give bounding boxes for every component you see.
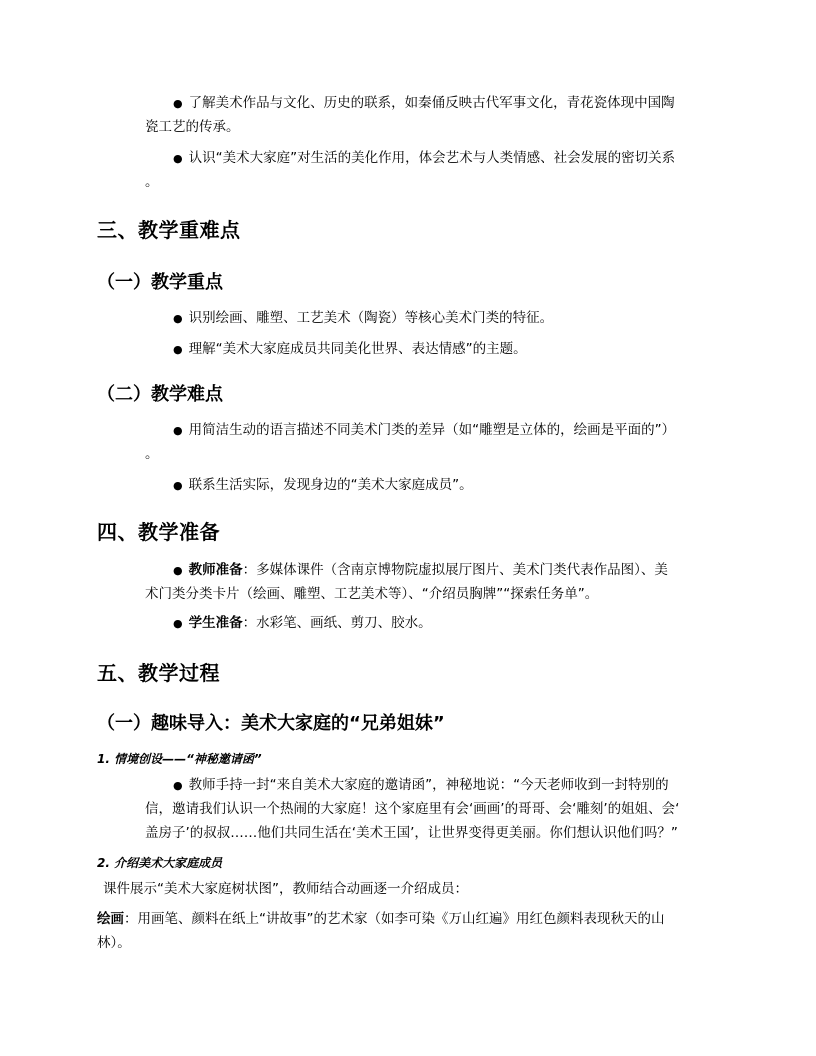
list-item: ● 认识“美术大家庭”对生活的美化作用，体会艺术与人类情感、社会发展的密切关系 [173,150,676,166]
teacher-prep-label: 教师准备 [188,562,243,578]
subsection-heading: （一）教学重点 [97,272,223,293]
list-item: ● 识别绘画、雕塑、工艺美术（陶瓷）等核心美术门类的特征。 [173,310,554,326]
list-item: ● 用简洁生动的语言描述不同美术门类的差异（如“雕塑是立体的，绘画是平面的”） [173,422,676,438]
list-item-continuation: 。 [145,446,159,462]
list-item: ● 理解“美术大家庭成员共同美化世界、表达情感”的主题。 [173,341,527,357]
step-heading: 2. 介绍美术大家庭成员 [97,856,223,870]
bullet-icon: ● [173,564,183,577]
list-item: ● 学生准备：水彩笔、画纸、剪刀、胶水。 [173,615,432,631]
bullet-icon: ● [173,617,183,630]
bullet-icon: ● [173,479,183,492]
student-prep-label: 学生准备 [188,615,243,631]
bullet-icon: ● [173,312,183,325]
list-item: ● 教师准备：多媒体课件（含南京博物院虚拟展厅图片、美术门类代表作品图）、美 [173,562,668,578]
list-item: ● 联系生活实际，发现身边的“美术大家庭成员”。 [173,477,473,493]
list-item-continuation: 瓷工艺的传承。 [145,119,240,135]
list-item: ● 了解美术作品与文化、历史的联系，如秦俑反映古代军事文化，青花瓷体现中国陶 [173,95,675,111]
painting-label: 绘画 [97,911,124,927]
subsection-heading: （一）趣味导入：美术大家庭的“兄弟姐妹” [97,713,445,734]
list-item-continuation: 术门类分类卡片（绘画、雕塑、工艺美术等）、“介绍员胸牌”“探索任务单”。 [145,586,599,602]
bullet-icon: ● [173,779,183,792]
section-heading: 四、教学准备 [97,520,220,544]
bullet-icon: ● [173,343,183,356]
step-heading: 1. 情境创设——“神秘邀请函” [97,752,262,766]
list-item: ● 教师手持一封“来自美术大家庭的邀请函”，神秘地说：“今天老师收到一封特别的 [173,777,669,793]
list-item-continuation: 盖房子’的叔叔……他们共同生活在‘美术王国’，让世界变得更美丽。你们想认识他们吗？” [145,825,678,841]
paragraph-continuation: 林）。 [97,935,131,951]
list-item-continuation: 。 [145,174,159,190]
paragraph: 绘画：用画笔、颜料在纸上“讲故事”的艺术家（如李可染《万山红遍》用红色颜料表现秋天的山 [97,911,665,927]
bullet-icon: ● [173,97,183,110]
bullet-icon: ● [173,152,183,165]
paragraph: 课件展示“美术大家庭树状图”，教师结合动画逐一介绍成员： [103,881,468,897]
section-heading: 五、教学过程 [97,661,220,685]
list-item-continuation: 信，邀请我们认识一个热闹的大家庭！这个家庭里有会‘画画’的哥哥、会‘雕刻’的姐姐、会‘ [145,801,680,817]
section-heading: 三、教学重难点 [97,218,241,242]
bullet-icon: ● [173,424,183,437]
subsection-heading: （二）教学难点 [97,384,223,405]
